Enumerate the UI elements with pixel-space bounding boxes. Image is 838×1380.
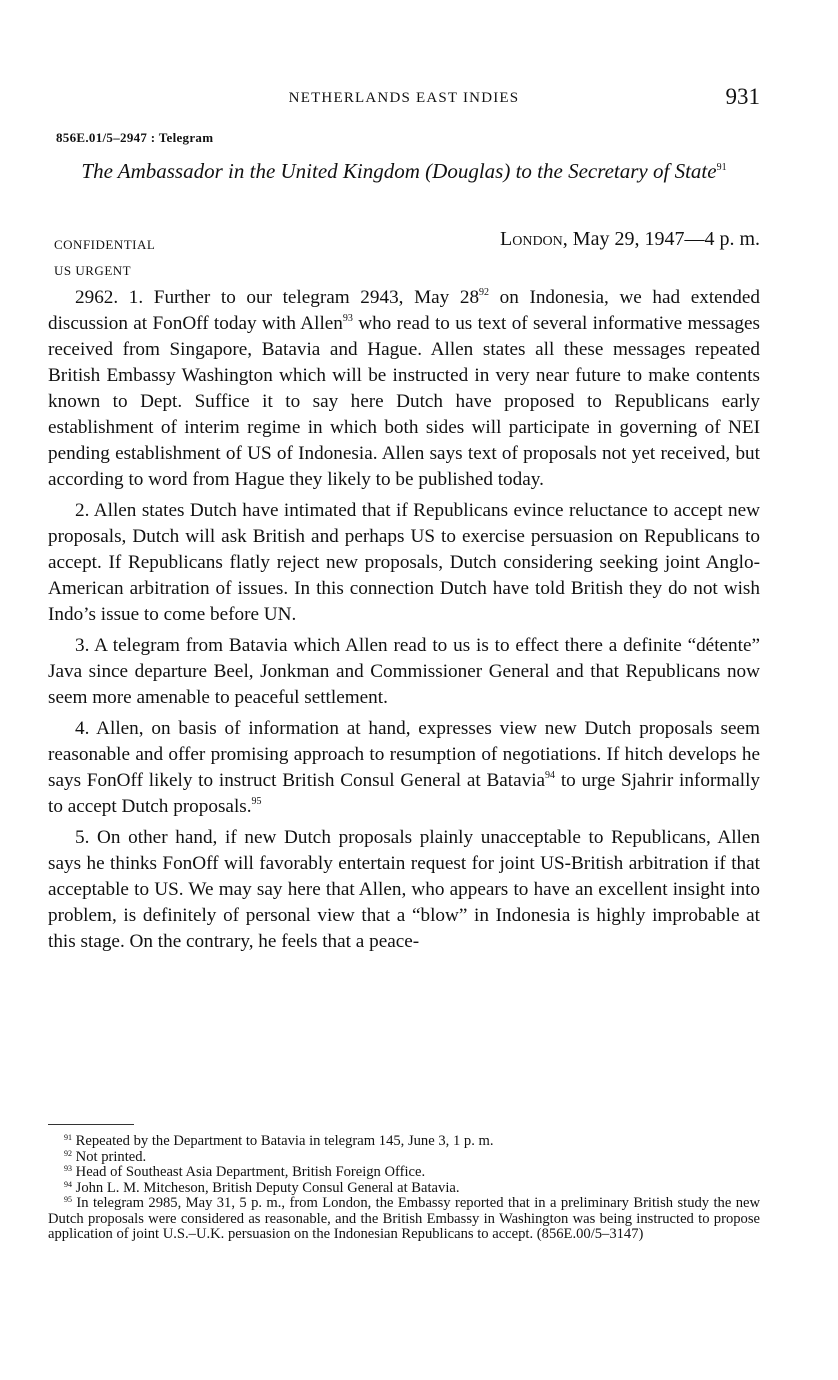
running-head: [48, 86, 760, 116]
footnote: [48, 1150, 760, 1166]
footnote-divider: [48, 1124, 134, 1125]
paragraph-2: [48, 498, 760, 628]
paragraph-text: 5. On other hand, if new Dutch proposals plainly unacceptable to Republicans, Allen says he thinks FonOff will favorably entertain request for joint US-British arbitration if that acceptable to US. We may say here that Allen, who appears to have an excellent insight into problem, is definitely of personal view that a “blow” in Indonesia is highly improbable at this stage. On the contrary, he feels that a peace-: [48, 827, 760, 952]
footnote-ref: 93: [342, 313, 353, 324]
footnotes: [48, 1134, 760, 1243]
paragraph-text: 3. A telegram from Batavia which Allen read to us is to effect there a definite “détente” Java since departure Beel, Jonkman and Commissioner General and that Republicans now seem more amenable to peaceful settlement.: [48, 635, 760, 708]
telegram-body: [48, 285, 760, 960]
footnote-number: 95: [64, 1195, 72, 1204]
footnote-text: Not printed.: [75, 1148, 147, 1165]
file-number: 856E.01/5–2947 : Telegram: [56, 130, 214, 145]
footnote-text: Head of Southeast Asia Department, British Foreign Office.: [75, 1164, 426, 1180]
footnote: [48, 1165, 760, 1181]
document-title-text: The Ambassador in the United Kingdom (Douglas) to the Secretary of State: [81, 159, 717, 183]
paragraph-5: [48, 825, 760, 955]
paragraph-text: 2. Allen states Dutch have intimated that if Republicans evince reluctance to accept new proposals, Dutch will ask British and perhaps US to exercise persuasion on Republicans to accept. If Republicans flatly reject new proposals, Dutch considering seeking joint Anglo-American arbitration of issues. In this connection Dutch have told British they do not wish Indo’s issue to come before UN.: [48, 500, 760, 625]
footnote-text: In telegram 2985, May 31, 5 p. m., from London, the Embassy reported that in a preliminary British study the new Dutch proposals were considered as reasonable, and the British Embassy in Washington was being instructed to propose application of joint U.S.–U.K. persuasion on the Indonesian Republicans to accept. (856E.00/5–3147): [48, 1195, 761, 1242]
dateline-place: London: [500, 228, 563, 250]
paragraph-text: on Indonesia, we had extended discussion at FonOff today with Allen: [48, 287, 760, 334]
footnote-ref: 95: [251, 796, 262, 807]
footnote-ref: 94: [545, 770, 556, 781]
dateline: [500, 228, 760, 251]
paragraph-1: [48, 285, 760, 493]
paragraph-4: [48, 716, 760, 820]
document-title: [48, 158, 760, 184]
running-title: NETHERLANDS EAST INDIES: [288, 90, 520, 106]
paragraph-text: 4. Allen, on basis of information at hand, expresses view new Dutch proposals seem reasonable and offer promising approach to resumption of negotiations. If hitch develops he says FonOff likely to instruct British Consul General at Batavia: [48, 718, 760, 791]
footnote-text: Repeated by the Department to Batavia in telegram 145, June 3, 1 p. m.: [75, 1133, 494, 1149]
footnote-ref: 91: [716, 162, 727, 173]
footnote-text: John L. M. Mitcheson, British Deputy Consul General at Batavia.: [75, 1179, 460, 1196]
paragraph-3: [48, 633, 760, 711]
footnote-number: 94: [64, 1179, 72, 1189]
footnote-number: 93: [64, 1164, 72, 1173]
classification-block: [54, 232, 155, 284]
paragraph-text: who read to us text of several informative messages received from Singapore, Batavia and Hague. Allen states all these messages repeated British Embassy Washington which will be instructed in very near future to make contents known to Dept. Suffice it to say here Dutch have proposed to Republicans early establishment of interim regime in which both sides will participate in governing of NEI pending establishment of US of Indonesia. Allen says text of proposals not yet received, but according to word from Hague they likely to be published today.: [48, 313, 760, 490]
classification-label: CONFIDENTIAL: [54, 237, 156, 252]
footnote: [48, 1196, 760, 1243]
paragraph-text: to urge Sjahrir informally to accept Dutch proposals.: [48, 770, 760, 817]
footnote-ref: 92: [479, 287, 490, 298]
page-number: 931: [725, 84, 760, 109]
footnote: [48, 1134, 760, 1150]
footnote-number: 92: [64, 1148, 72, 1158]
urgency-label: US URGENT: [54, 263, 132, 278]
dateline-date: , May 29, 1947—4 p. m.: [562, 228, 760, 250]
paragraph-text: 2962. 1. Further to our telegram 2943, May 28: [75, 287, 480, 308]
footnote: [48, 1181, 760, 1197]
footnote-number: 91: [64, 1133, 72, 1142]
